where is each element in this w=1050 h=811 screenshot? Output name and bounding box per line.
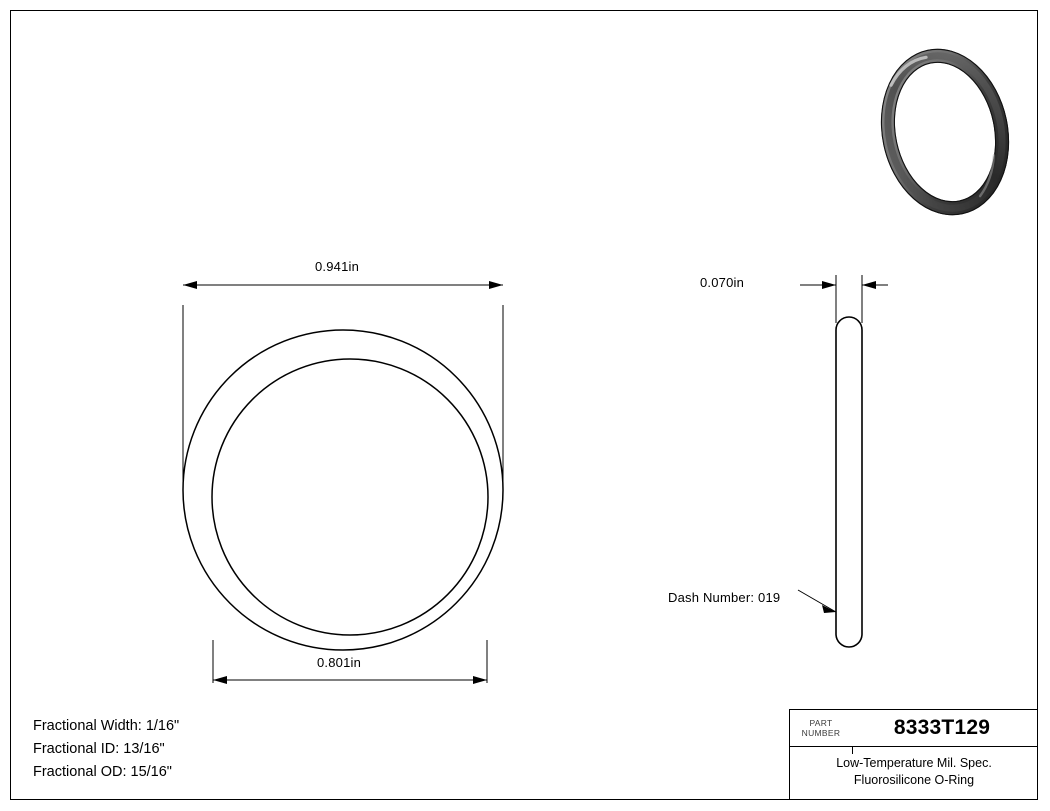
outer-diameter-circle: [183, 330, 503, 650]
title-block-part-row: [790, 710, 1038, 747]
dash-number-callout: Dash Number: 019: [668, 590, 781, 605]
spec-fractional-od: Fractional OD: 15/16": [33, 764, 172, 780]
width-dimension-label: 0.070in: [700, 275, 745, 290]
product-description-line1: Low-Temperature Mil. Spec.: [836, 756, 992, 770]
front-view: [175, 259, 525, 695]
side-view: [650, 265, 910, 665]
cross-section-profile: [836, 317, 862, 647]
part-number-label-line2: NUMBER: [801, 728, 841, 738]
o-ring-isometric-render: [880, 45, 1010, 220]
od-dimension-label: 0.941in: [315, 259, 360, 274]
part-number-label: [790, 718, 852, 738]
inner-diameter-circle: [212, 359, 488, 635]
title-block-divider: [852, 746, 853, 754]
title-block: [789, 709, 1038, 800]
product-description-line2: Fluorosilicone O-Ring: [853, 773, 975, 787]
part-number-value: 8333T129: [893, 716, 991, 739]
id-dimension-label: 0.801in: [317, 655, 362, 670]
spec-fractional-width: Fractional Width: 1/16": [33, 718, 180, 734]
part-number-label-line1: PART: [809, 718, 833, 728]
product-description: [790, 747, 1038, 789]
spec-fractional-id: Fractional ID: 13/16": [33, 741, 165, 757]
fractional-specs: [33, 715, 179, 784]
